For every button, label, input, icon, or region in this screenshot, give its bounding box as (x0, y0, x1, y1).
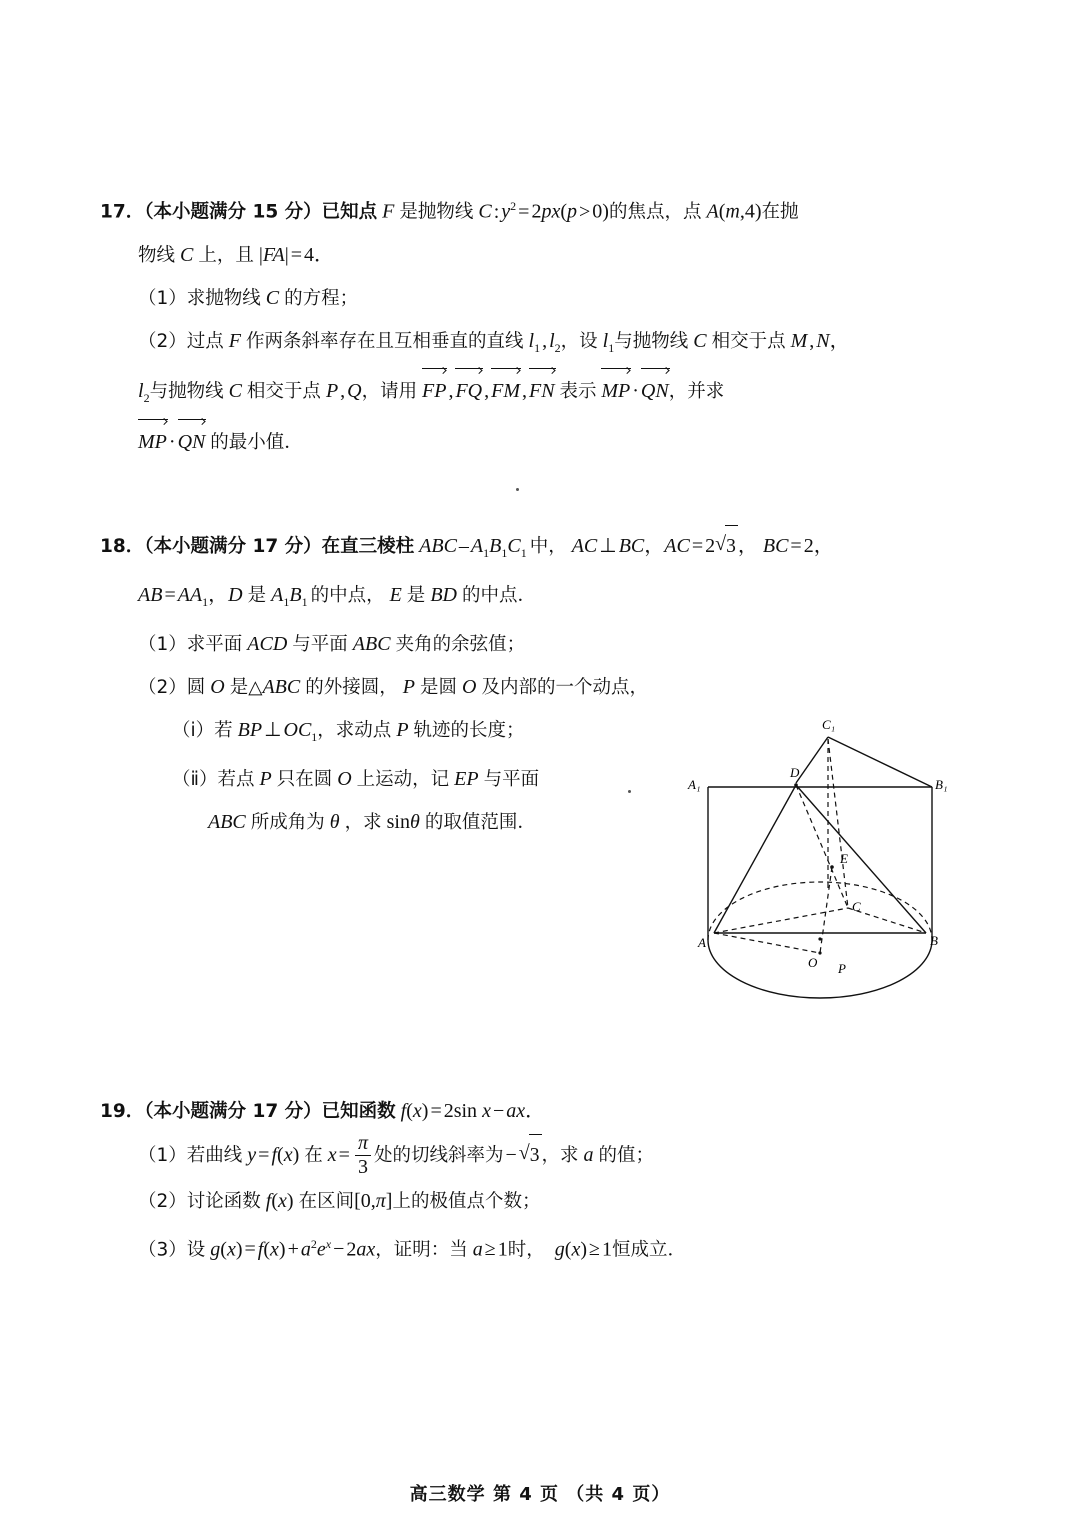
problem-19-number: 19． (100, 1100, 145, 1122)
t17-4d: 与抛物线 (614, 330, 689, 352)
figure-label-A: A (698, 935, 706, 950)
problem-18-part-1: （1）求平面 ACD 与平面 ABC 夹角的余弦值； (138, 633, 526, 656)
t17-3b: 的方程； (284, 287, 359, 309)
problem-17-number: 17． (100, 201, 145, 223)
t17-5b: 相交于点 (246, 381, 321, 403)
t18-7b: ，求 (344, 811, 382, 833)
page-footer: 高三数学 第 4 页 （共 4 页） (409, 1484, 671, 1505)
problem-19-line-1: 19．（本小题满分 17 分）已知函数 f(x) = 2sin x − ax． (100, 1099, 546, 1122)
t17-2b: 上，且 (198, 244, 254, 266)
sqrt-3: √ 3 (715, 524, 738, 568)
t18-1b: 中， (529, 536, 567, 558)
t18-5a: （ⅰ）若 (172, 720, 233, 742)
problem-19-score-label: （本小题满分 17 分）已知函数 (144, 1100, 396, 1122)
t17-1e: 在抛 (761, 201, 799, 223)
t19-4b: ，证明：当 (375, 1239, 468, 1261)
figure-label-C1: C₁ (822, 717, 836, 732)
vector-QN-2: QN (178, 419, 206, 464)
t18-4c: 的外接圆， (305, 677, 398, 699)
figure-label-D: D (790, 765, 800, 780)
t19-3b: 在区间 (298, 1190, 355, 1212)
problem-18-line-1: 18．（本小题满分 17 分）在直三棱柱 ABC – $A_1B_1C_1$ 中， AC ⊥ BC，AC = 2 √ 3 ， BC = 2， (100, 524, 960, 574)
t19-4a: （3）设 (138, 1239, 206, 1261)
t17-5a: 与抛物线 (149, 381, 224, 403)
t19-4c: 时， (507, 1239, 545, 1261)
t17-4a: （2）过点 (138, 330, 224, 352)
figure-label-C: C (852, 899, 861, 914)
t18-6d: 与平面 (483, 768, 540, 790)
t17-5d: 表示 (559, 381, 597, 403)
problem-17-line-6: MP · QN 的最小值． (100, 419, 960, 464)
problem-17-part-1: （1）求抛物线 C 的方程； (138, 286, 359, 309)
print-artifact-dot (516, 488, 519, 491)
problem-18-figure (680, 715, 960, 1005)
vector-FM: FM (491, 368, 520, 413)
t19-2a: （1）若曲线 (138, 1144, 243, 1166)
t18-3c: 夹角的余弦值； (395, 634, 526, 656)
t18-2d: 的中点． (461, 585, 536, 607)
figure-label-P: P (838, 961, 846, 976)
vector-FP: FP (422, 368, 446, 413)
problem-18-part-2-i: （ⅰ）若 BP ⊥ $OC_1$，求动点 P 轨迹的长度； (172, 719, 525, 744)
t17-1b: 是抛物线 (399, 201, 474, 223)
figure-label-B1: B₁ (935, 777, 948, 792)
vector-MP: MP (601, 368, 630, 413)
problem-19-part-3: （3）设 $g(x) = f(x) + a^2e^x - 2ax$，证明：当 a ≥ 1时， g(x) ≥ 1恒成立． (138, 1236, 687, 1261)
t18-4a: （2）圆 (138, 677, 206, 699)
problem-17-line-5: $l_2$与抛物线 C 相交于点 P , Q，请用 FP , FQ , FM , FN 表示 MP · QN，并求 (100, 368, 960, 419)
t19-2b: 在 (304, 1144, 323, 1166)
t17-4c: ，设 (560, 330, 598, 352)
vector-FQ: FQ (455, 368, 482, 413)
print-artifact-dot-2 (628, 790, 631, 793)
t18-7a: 所成角为 (250, 811, 325, 833)
problem-19-part-2: （2）讨论函数 f(x) 在区间[0,π]上的极值点个数； (138, 1189, 541, 1212)
problem-18-part-2: （2）圆 O 是△ABC 的外接圆， P 是圆 O 及内部的一个动点， (138, 676, 648, 699)
problem-18-line-7: ABC 所成角为 θ ，求 sinθ 的取值范围． (208, 810, 536, 833)
problem-17-score-label: （本小题满分 15 分）已知点 (144, 201, 378, 223)
t19-2d: ，求 (541, 1144, 579, 1166)
t19-2e: 的值； (598, 1144, 655, 1166)
t18-4d: 是圆 (419, 677, 457, 699)
figure-label-E: E (840, 851, 848, 866)
t17-4b: 作两条斜率存在且互相垂直的直线 (246, 330, 524, 352)
t17-4e: 相交于点 (711, 330, 786, 352)
problem-19-part-1: （1）若曲线 y = f(x) 在 x = $\frac{\pi}{3}$ 处的切线斜率为 − √ 3 ，求 a 的值； (100, 1133, 960, 1180)
t17-5c: ，请用 (361, 381, 418, 403)
fraction-pi-3: $\frac{\pi}{3}$ (355, 1132, 371, 1179)
t17-1c: 的焦点， (608, 201, 683, 223)
t18-2a: 是 (247, 585, 267, 607)
t18-2b: 的中点， (310, 585, 385, 607)
figure-label-A1: A₁ (688, 777, 701, 792)
problem-18-number: 18． (100, 536, 145, 558)
t17-6: 的最小值． (210, 432, 303, 454)
t18-6a: （ⅱ）若点 (172, 768, 255, 790)
t17-2a: 物线 (138, 244, 176, 266)
spacer-18-19-d (100, 1008, 960, 1060)
problem-17-part-2: （2）过点 F 作两条斜率存在且互相垂直的直线 $l_1$ , $l_2$，设 $l_1$与抛物线 C 相交于点 M , N， (138, 329, 850, 355)
t19-2c: 处的切线斜率为 (373, 1144, 504, 1166)
problem-17-line-2: 物线 C 上，且 |FA| = 4． (138, 243, 335, 266)
t18-4e: 及内部的一个动点， (481, 677, 648, 699)
t18-5c: 轨迹的长度； (413, 720, 525, 742)
t17-1d: 点 (682, 201, 702, 223)
vector-MP-2: MP (138, 419, 167, 464)
t18-4b: 是△ (229, 677, 263, 699)
problem-18-line-2: AB = $AA_1$，D 是 $A_1B_1$ 的中点， E 是 BD 的中点． (138, 584, 536, 610)
figure-label-B: B (930, 933, 938, 948)
t18-7c: 的取值范围． (424, 811, 536, 833)
t18-5b: ，求动点 (317, 720, 392, 742)
figure-label-O: O (808, 955, 818, 970)
spacer-18-19-e (100, 1060, 960, 1090)
problem-18-score-label: （本小题满分 17 分）在直三棱柱 (144, 536, 415, 558)
t18-6b: 只在圆 (276, 768, 333, 790)
spacer-17-18 (100, 472, 960, 524)
t18-3b: 与平面 (292, 634, 348, 656)
vector-QN: QN (641, 368, 669, 413)
t19-3c: 上的极值点个数； (392, 1190, 541, 1212)
t17-5e: ，并求 (668, 381, 725, 403)
t19-4d: 恒成立． (612, 1239, 687, 1261)
sqrt-3-b: √ 3 (519, 1133, 542, 1177)
t17-3a: （1）求抛物线 (138, 287, 261, 309)
t18-6c: 上运动，记 (356, 768, 450, 790)
problem-17 (100, 185, 960, 464)
t19-3a: （2）讨论函数 (138, 1190, 261, 1212)
t18-2c: 是 (406, 585, 426, 607)
problem-19 (100, 1090, 960, 1272)
t18-3a: （1）求平面 (138, 634, 243, 656)
problem-18-part-2-ii: （ⅱ）若点 P 只在圆 O 上运动，记 EP 与平面 (172, 767, 540, 790)
problem-17-line-1: 17．（本小题满分 15 分）已知点 F 是抛物线 C : $y^2 = 2px(p > 0)$的焦点，点 A(m,4)在抛 (100, 199, 799, 223)
vector-FN: FN (529, 368, 555, 413)
